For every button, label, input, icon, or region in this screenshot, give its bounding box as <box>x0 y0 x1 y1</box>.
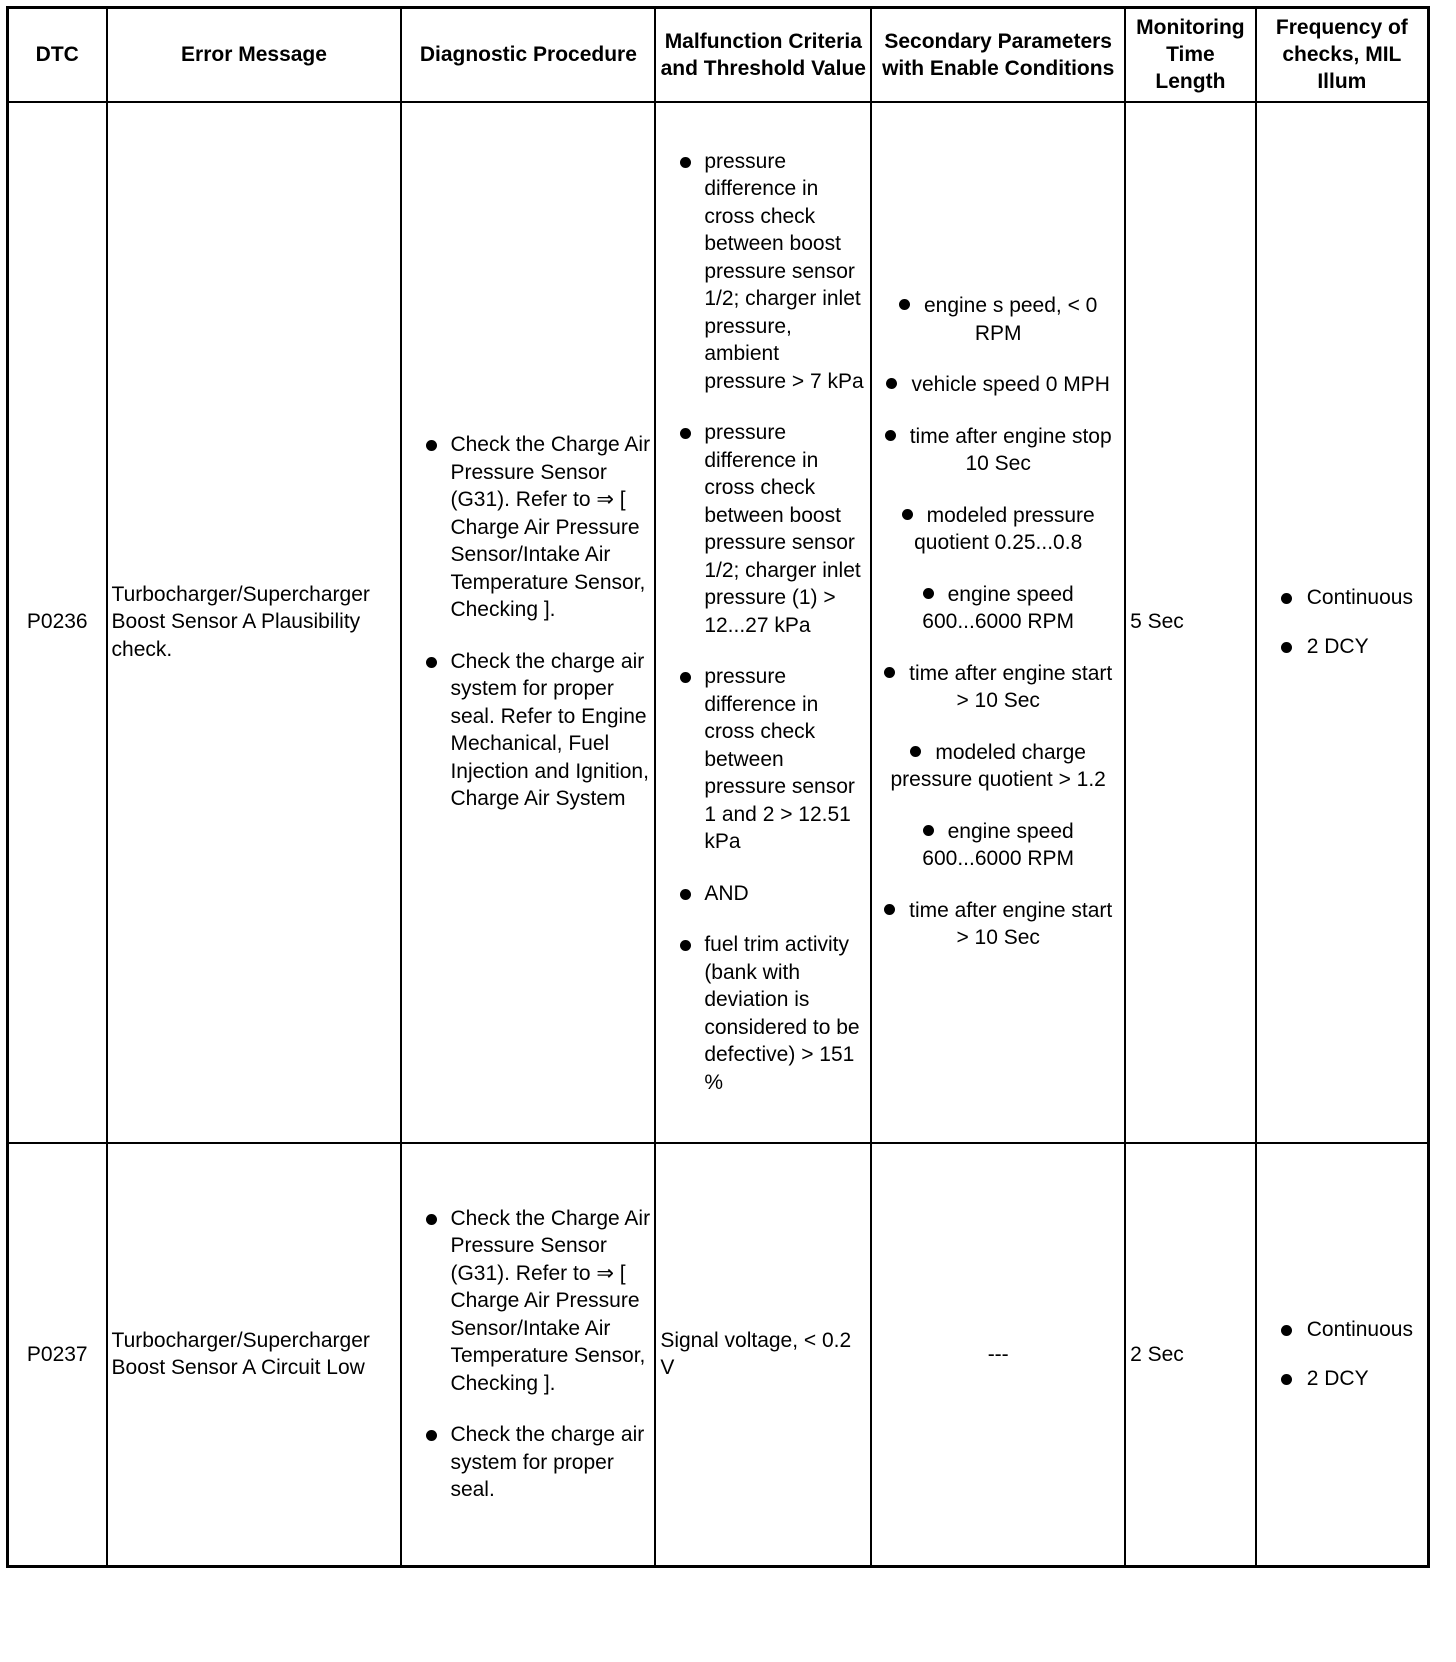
error-message: Turbocharger/Supercharger Boost Sensor A Plausibility check. <box>107 102 402 1143</box>
secondary-item: engine speed 600...6000 RPM <box>922 582 1075 634</box>
procedure-item: Check the Charge Air Pressure Sensor (G31). Refer to ⇒ [ Charge Air Pressure Sensor/Intake Air Temperature Sensor, Checking ]. <box>406 431 650 624</box>
diagnostic-procedure <box>401 1143 655 1567</box>
header-malfunction-criteria: Malfunction Criteria and Threshold Value <box>655 8 871 102</box>
bullet-icon <box>886 378 897 389</box>
secondary-parameters: --- <box>871 1143 1125 1567</box>
bullet-icon <box>923 825 934 836</box>
malfunction-criteria: Signal voltage, < 0.2 V <box>655 1143 871 1567</box>
bullet-icon <box>884 904 895 915</box>
table-row-p0237 <box>8 1143 1429 1567</box>
secondary-parameters <box>871 102 1125 1143</box>
table-row-p0236 <box>8 102 1429 1143</box>
criteria-item: fuel trim activity (bank with deviation is considered to be defective) > 151 % <box>660 931 866 1096</box>
bullet-icon <box>899 299 910 310</box>
header-diagnostic-procedure: Diagnostic Procedure <box>401 8 655 102</box>
bullet-icon <box>885 430 896 441</box>
criteria-item: pressure difference in cross check between boost pressure sensor 1/2; charger inlet pressure (1) > 12...27 kPa <box>660 419 866 639</box>
criteria-item: pressure difference in cross check between boost pressure sensor 1/2; charger inlet pressure, ambient pressure > 7 kPa <box>660 148 866 396</box>
secondary-item: time after engine stop 10 Sec <box>876 423 1120 478</box>
bullet-icon <box>923 588 934 599</box>
monitoring-time: 2 Sec <box>1125 1143 1256 1567</box>
header-dtc: DTC <box>8 8 107 102</box>
secondary-item: vehicle speed 0 MPH <box>876 371 1120 399</box>
secondary-item: modeled charge pressure quotient > 1.2 <box>890 740 1106 792</box>
malfunction-criteria <box>655 102 871 1143</box>
procedure-item: Check the charge air system for proper seal. Refer to Engine Mechanical, Fuel Injection and Ignition, Charge Air System <box>406 648 650 813</box>
diagnostic-procedure <box>401 102 655 1143</box>
header-row <box>8 8 1429 102</box>
dtc-code: P0237 <box>8 1143 107 1567</box>
header-frequency: Frequency of checks, MIL Illum <box>1256 8 1429 102</box>
bullet-icon <box>902 509 913 520</box>
secondary-item: engine speed 600...6000 RPM <box>922 819 1075 871</box>
procedure-item: Check the charge air system for proper seal. <box>406 1421 650 1504</box>
secondary-item: time after engine start > 10 Sec <box>876 897 1120 952</box>
criteria-item: AND <box>660 880 866 908</box>
header-secondary-parameters: Secondary Parameters with Enable Conditions <box>871 8 1125 102</box>
frequency-item: Continuous <box>1261 1316 1423 1344</box>
dtc-code: P0236 <box>8 102 107 1143</box>
frequency-item: 2 DCY <box>1261 633 1423 661</box>
secondary-item: modeled pressure quotient 0.25...0.8 <box>876 502 1120 557</box>
monitoring-time: 5 Sec <box>1125 102 1256 1143</box>
criteria-item: pressure difference in cross check between pressure sensor 1 and 2 > 12.51 kPa <box>660 663 866 856</box>
secondary-item: engine s peed, < 0 RPM <box>876 292 1120 347</box>
header-monitoring-time: Monitoring Time Length <box>1125 8 1256 102</box>
frequency <box>1256 102 1429 1143</box>
frequency-item: 2 DCY <box>1261 1365 1423 1393</box>
error-message: Turbocharger/Supercharger Boost Sensor A Circuit Low <box>107 1143 402 1567</box>
procedure-item: Check the Charge Air Pressure Sensor (G31). Refer to ⇒ [ Charge Air Pressure Sensor/Intake Air Temperature Sensor, Checking ]. <box>406 1205 650 1398</box>
bullet-icon <box>910 746 921 757</box>
bullet-icon <box>884 667 895 678</box>
dtc-table <box>6 6 1430 1568</box>
secondary-item: time after engine start > 10 Sec <box>876 660 1120 715</box>
frequency-item: Continuous <box>1261 584 1423 612</box>
frequency <box>1256 1143 1429 1567</box>
header-error-message: Error Message <box>107 8 402 102</box>
